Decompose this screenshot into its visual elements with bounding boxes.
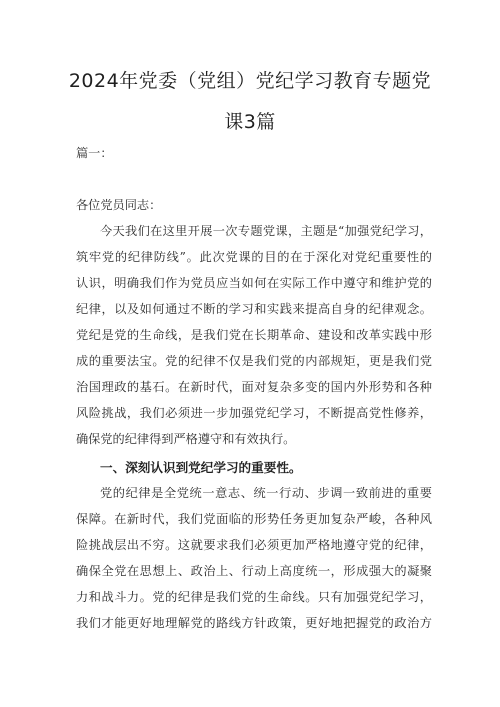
greeting: 各位党员同志： (76, 198, 162, 212)
paragraph-1-line: 成的重要法宝。党的纪律不仅是我们党的内部规矩，更是我们党 (76, 354, 432, 368)
paragraph-1-line: 治国理政的基石。在新时代，面对复杂多变的国内外形势和各种 (76, 380, 432, 394)
paragraph-1-line: 纪律，以及如何通过不断的学习和实践来提高自身的纪律观念。 (76, 302, 432, 316)
paragraph-2-line: 我们才能更好地理解党的路线方针政策，更好地把握党的政治方 (76, 616, 432, 630)
paragraph-1-line: 党纪是党的生命线，是我们党在长期革命、建设和改革实践中形 (76, 328, 432, 342)
paragraph-2-line: 险挑战层出不穷。这就要求我们必须更加严格地遵守党的纪律， (76, 538, 432, 552)
document-title-line-2: 课3篇 (224, 111, 276, 133)
paragraph-2-line: 力和战斗力。党的纪律是我们党的生命线。只有加强党纪学习， (76, 590, 432, 604)
paragraph-2-line: 确保全党在思想上、政治上、行动上高度统一，形成强大的凝聚 (76, 564, 432, 578)
paragraph-1-line: 筑牢党的纪律防线”。此次党课的目的在于深化对党纪重要性的 (76, 250, 432, 264)
paragraph-1-line: 确保党的纪律得到严格遵守和有效执行。 (76, 432, 296, 446)
paragraph-2-line: 保障。在新时代，我们党面临的形势任务更加复杂严峻，各种风 (76, 512, 432, 526)
section-label: 篇一： (76, 146, 113, 160)
paragraph-2-line: 党的纪律是全党统一意志、统一行动、步调一致前进的重要 (100, 486, 432, 500)
paragraph-1-line: 风险挑战，我们必须进一步加强党纪学习，不断提高党性修养， (76, 406, 432, 420)
paragraph-1-line: 认识，明确我们作为党员应当如何在实际工作中遵守和维护党的 (76, 276, 432, 290)
paragraph-1-line: 今天我们在这里开展一次专题党课，主题是“加强党纪学习， (100, 224, 432, 238)
document-title-line-1: 2024年党委（党组）党纪学习教育专题党 (68, 70, 432, 92)
section-heading: 一、深刻认识到党纪学习的重要性。 (100, 460, 302, 475)
